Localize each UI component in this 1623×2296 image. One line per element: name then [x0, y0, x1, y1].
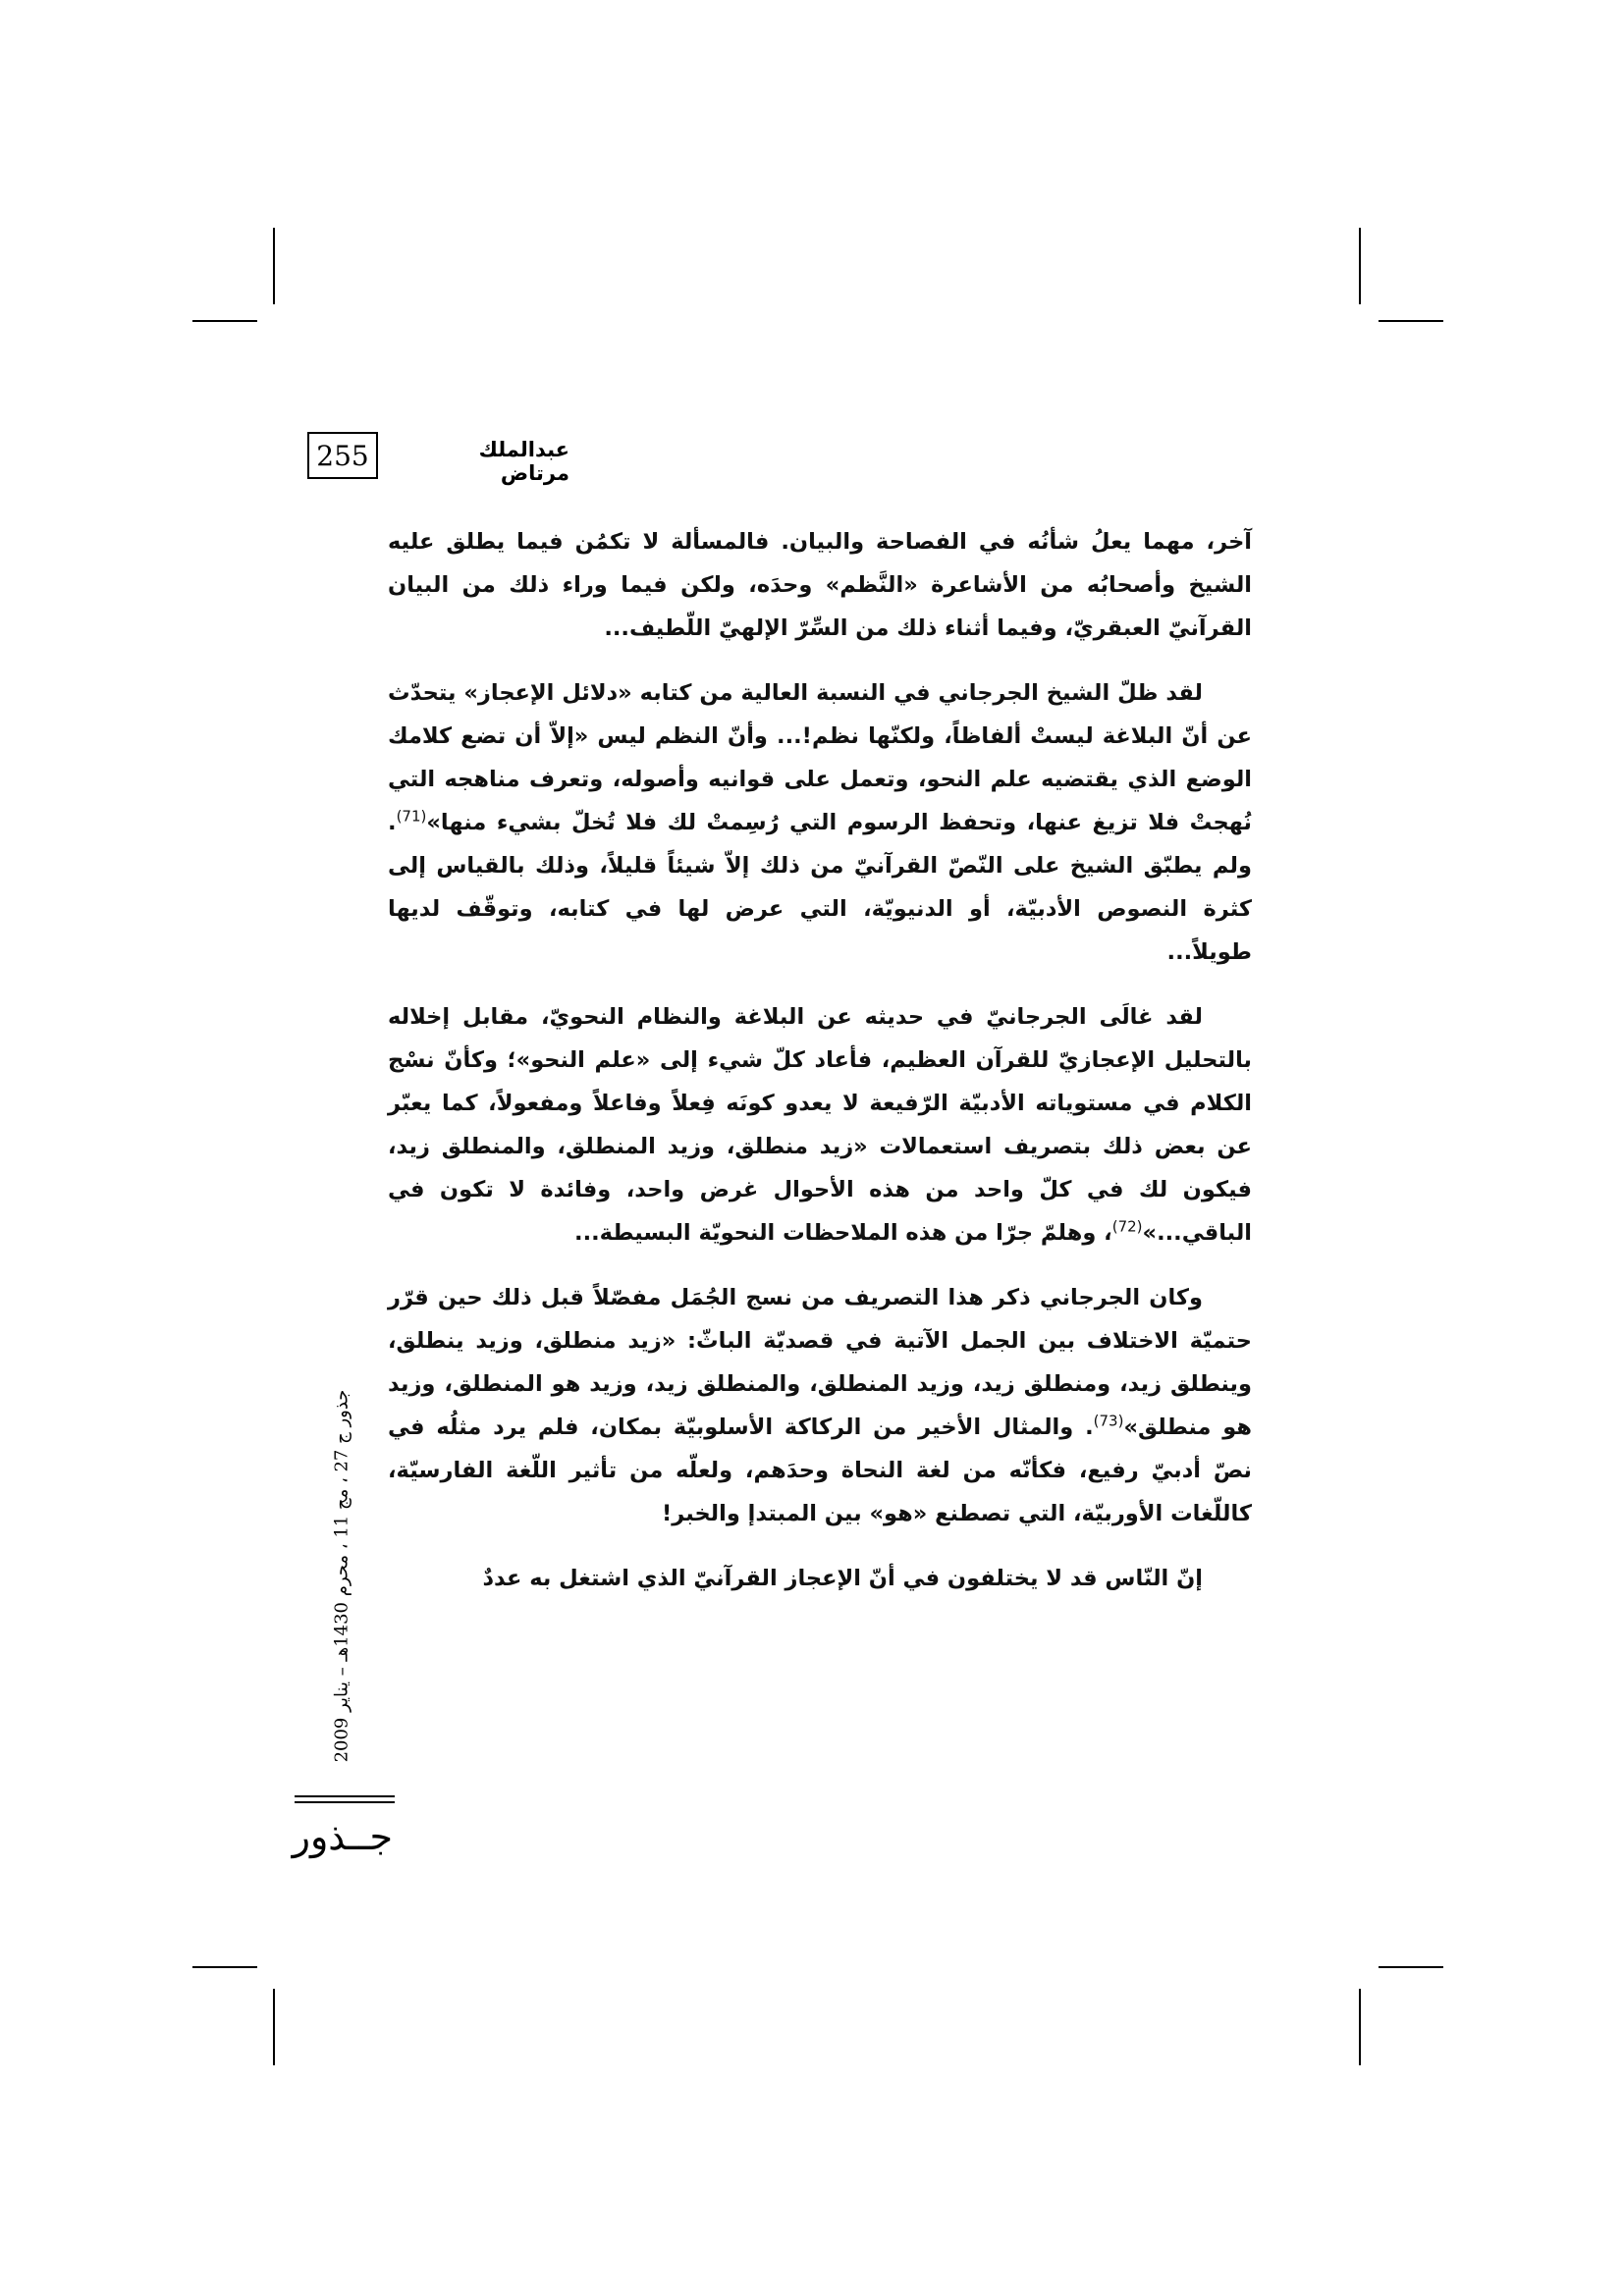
paragraph-5: [388, 1557, 1252, 1600]
paragraph-4-text-b: . والمثال الأخير من الركاكة الأسلوبيّة بمكان، فلم يرد مثلُه في نصّ أدبيّ رفيع، فكأنّه من لغة النحاة وحدَهم، ولعلّه من تأثير اللّغة الفارسيّة، كاللّغات الأوربيّة، التي تصطنع «هو» بين المبتدإ والخبر!: [388, 1415, 1252, 1526]
journal-info-vertical: [325, 1364, 358, 1787]
footnote-ref-71: (71): [396, 807, 427, 826]
page-number: [307, 432, 378, 479]
paragraph-1-text: آخر، مهما يعلُ شأنُه في الفصاحة والبيان. فالمسألة لا تكمُن فيما يطلق عليه الشيخ وأصحابُه من الأشاعرة «النَّظم» وحدَه، ولكن فيما وراء ذلك من البيان القرآنيّ العبقريّ، وفيما أثناء ذلك من السِّرّ الإلهيّ اللّطيف...: [388, 529, 1252, 641]
crop-mark-bottom-right-horizontal: [1379, 1966, 1443, 1968]
paragraph-4: [388, 1276, 1252, 1535]
crop-mark-top-right-horizontal: [1379, 320, 1443, 322]
paragraph-3-text-a: لقد غالَى الجرجانيّ في حديثه عن البلاغة والنظام النحويّ، مقابل إخلاله بالتحليل الإعجازيّ للقرآن العظيم، فأعاد كلّ شيء إلى «علم النحو»؛ وكأنّ نسْج الكلام في مستوياته الأدبيّة الرّفيعة لا يعدو كونَه فِعلاً وفاعلاً ومفعولاً، كما يعبّر عن بعض ذلك بتصريف استعمالات «زيد منطلق، وزيد المنطلق، والمنطلق زيد، فيكون لك في كلّ واحد من هذه الأحوال غرض واحد، وفائدة لا تكون في الباقي...»: [388, 1004, 1252, 1246]
article-body: [388, 520, 1252, 1600]
footnote-ref-73: (73): [1093, 1412, 1124, 1430]
paragraph-3: [388, 995, 1252, 1255]
page-number-text: 255: [316, 439, 369, 472]
paragraph-3-text-b: ، وهلمّ جرّا من هذه الملاحظات النحويّة البسيطة...: [574, 1220, 1112, 1246]
running-header-author: عبدالملك مرتاض: [478, 438, 569, 485]
crop-mark-top-right-vertical: [1359, 228, 1361, 304]
journal-rule-2: [295, 1801, 395, 1803]
footnote-ref-72: (72): [1111, 1217, 1143, 1236]
journal-logo: جــذور: [292, 1815, 393, 1858]
crop-mark-bottom-left-horizontal: [192, 1966, 257, 1968]
crop-mark-bottom-right-vertical: [1359, 1989, 1361, 2065]
crop-mark-top-left-vertical: [273, 228, 275, 304]
paragraph-2-text-b: . ولم يطبّق الشيخ على النّصّ القرآنيّ من ذلك إلاّ شيئاً قليلاً، وذلك بالقياس إلى كثرة النصوص الأدبيّة، أو الدنيويّة، التي عرض لها في كتابه، وتوقّف لديها طويلاً...: [388, 810, 1252, 965]
paragraph-5-text: إنّ النّاس قد لا يختلفون في أنّ الإعجاز القرآنيّ الذي اشتغل به عددٌ: [482, 1566, 1203, 1591]
paragraph-4-text-a: وكان الجرجاني ذكر هذا التصريف من نسج الجُمَل مفصّلاً قبل ذلك حين قرّر حتميّة الاختلاف بين الجمل الآتية في قصديّة الباثّ: «زيد منطلق، وزيد ينطلق، وينطلق زيد، ومنطلق زيد، وزيد المنطلق، والمنطلق زيد، وزيد هو المنطلق، وزيد هو منطلق»: [388, 1285, 1253, 1440]
journal-info-text: جذور ج 27 ، مج 11 ، محرم 1430هـ – يناير 2009: [331, 1389, 352, 1762]
crop-mark-bottom-left-vertical: [273, 1989, 275, 2065]
journal-rule-1: [295, 1795, 395, 1797]
paragraph-2-text-a: لقد ظلّ الشيخ الجرجاني في النسبة العالية من كتابه «دلائل الإعجاز» يتحدّث عن أنّ البلاغة ليستْ ألفاظاً، ولكنّها نظم!... وأنّ النظم ليس «إلاّ أن تضع كلامك الوضع الذي يقتضيه علم النحو، وتعمل على قوانيه وأصوله، وتعرف مناهجه التي نُهجتْ فلا تزيغ عنها، وتحفظ الرسوم التي رُسِمتْ لك فلا تُخلّ بشيء منها»: [388, 680, 1252, 835]
paragraph-1: [388, 520, 1252, 650]
crop-mark-top-left-horizontal: [192, 320, 257, 322]
paragraph-2: [388, 671, 1252, 974]
